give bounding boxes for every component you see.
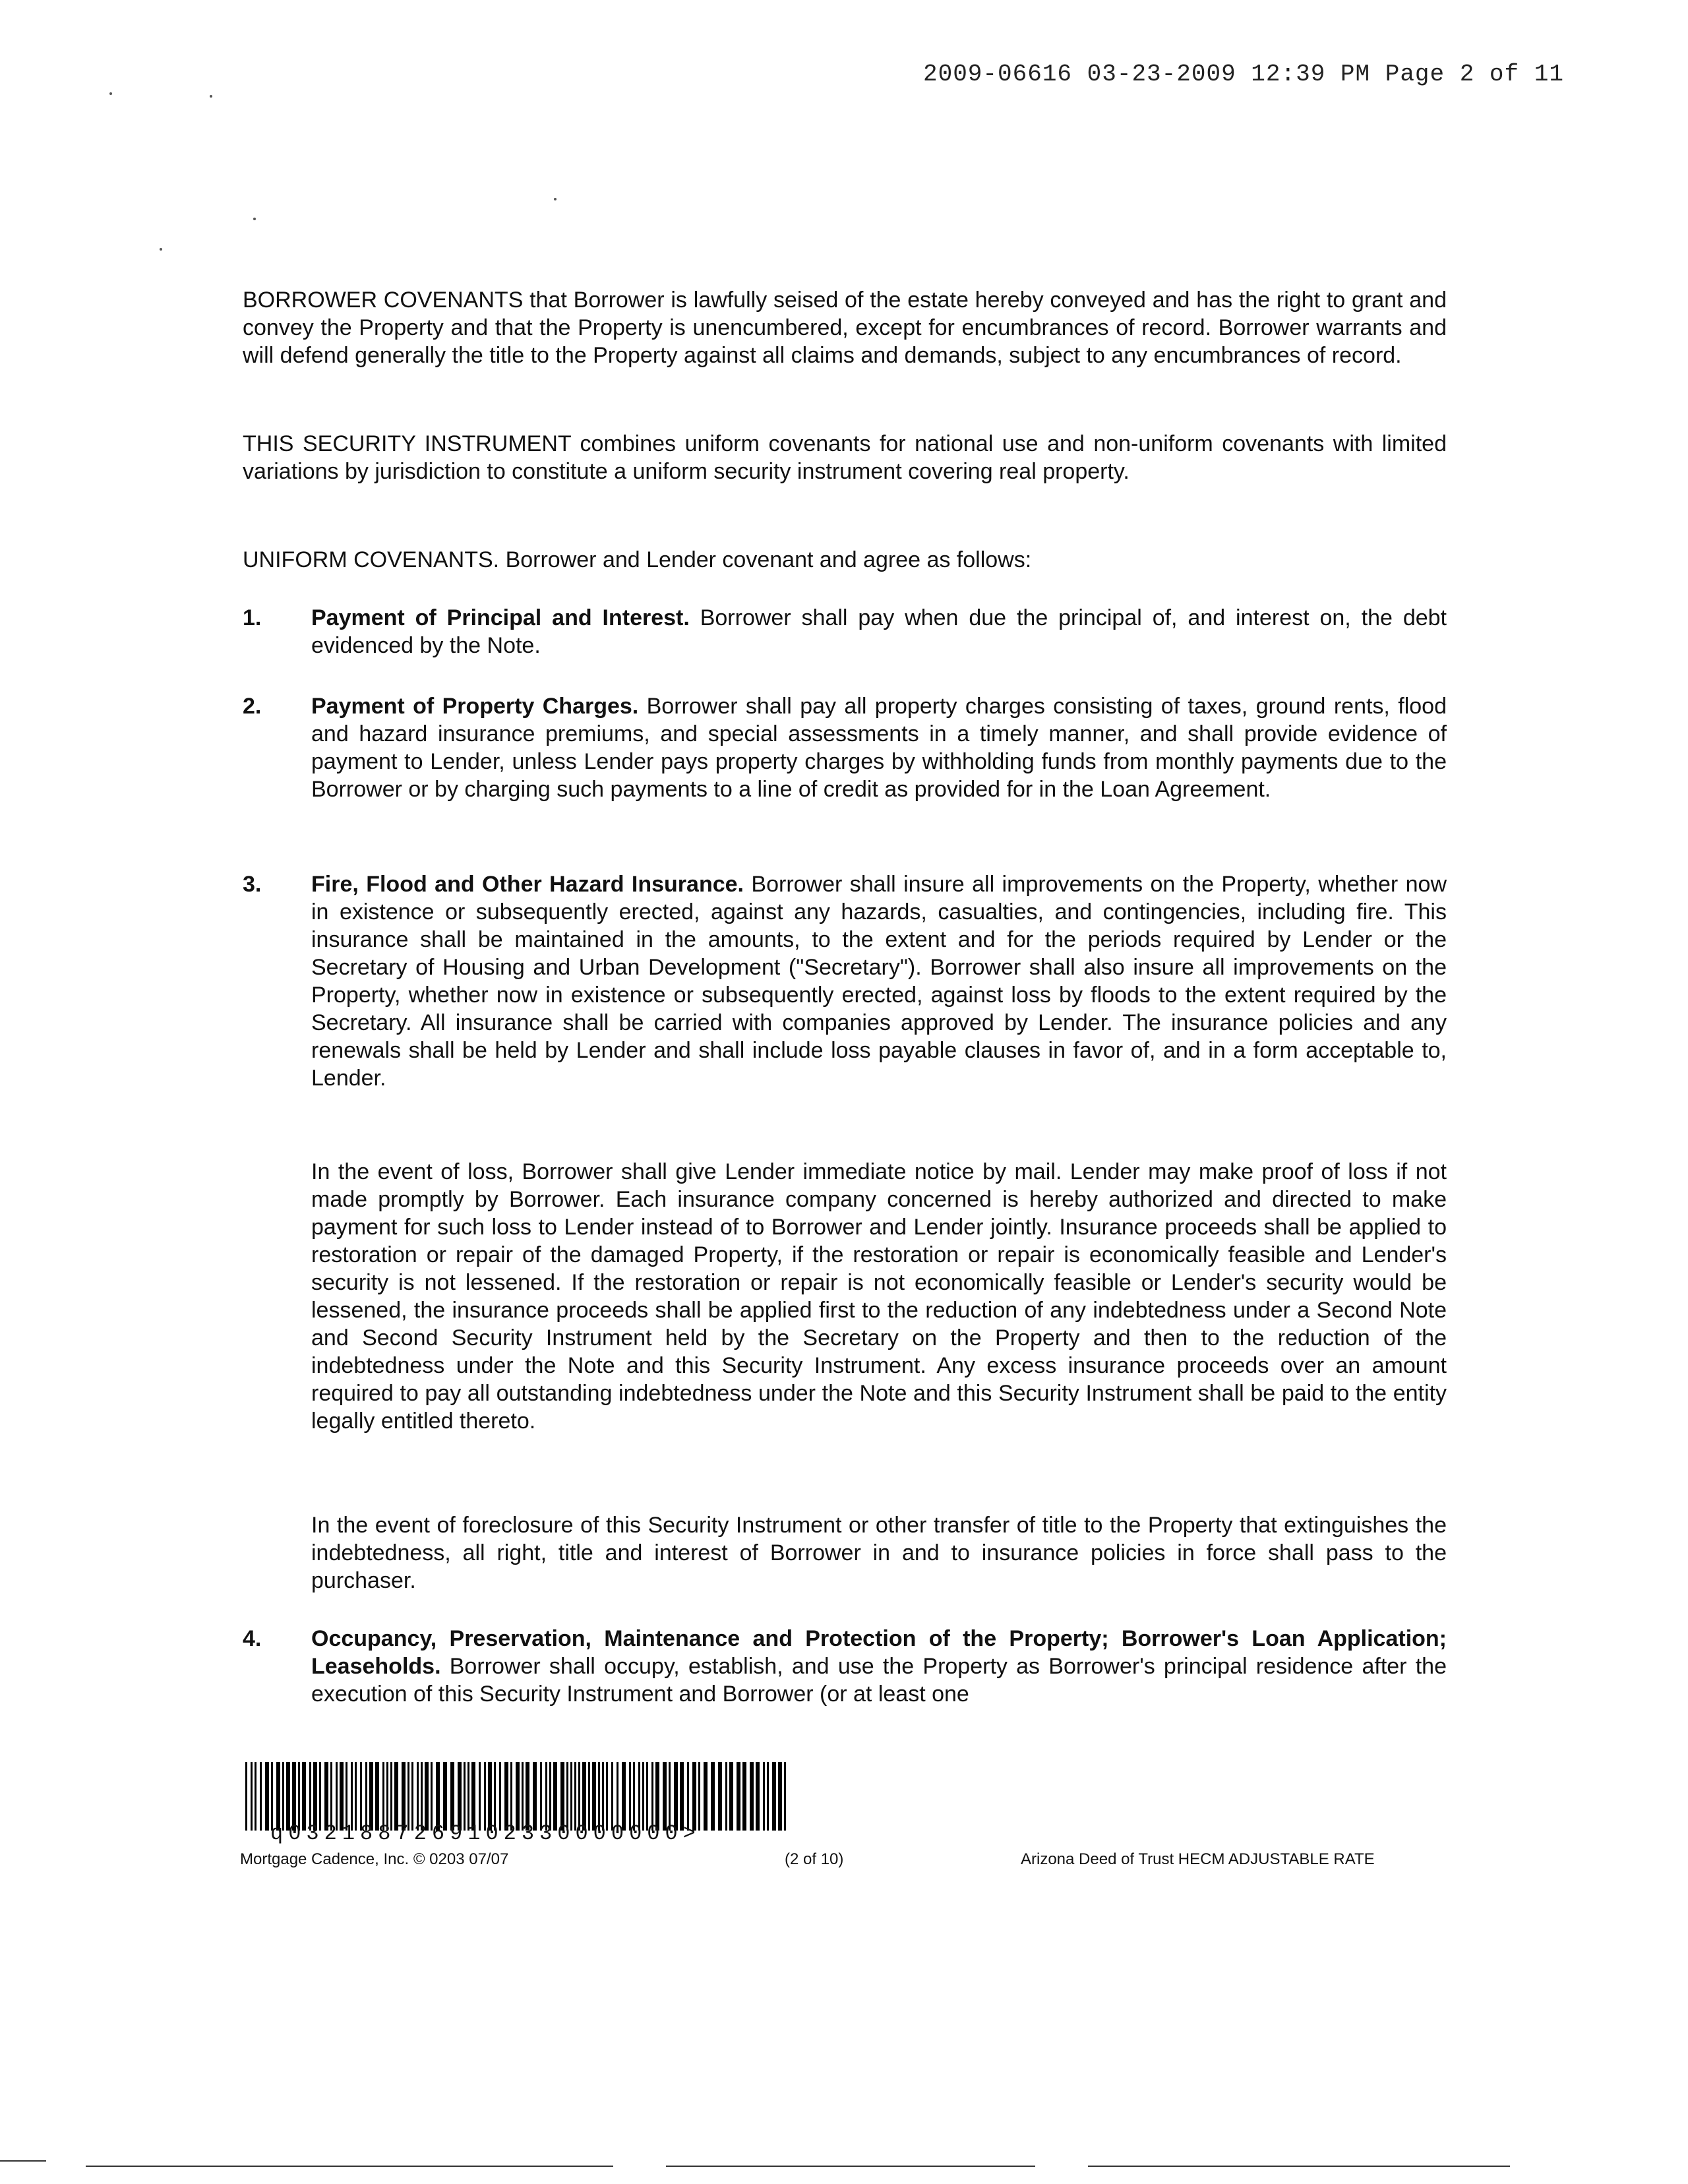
barcode-bar: [464, 1762, 466, 1831]
barcode-bar: [617, 1762, 618, 1831]
footer-form-title: Arizona Deed of Trust HECM ADJUSTABLE RATE: [1021, 1850, 1375, 1868]
barcode-bar: [629, 1762, 631, 1831]
paragraph-text: UNIFORM COVENANTS. Borrower and Lender covenant and agree as follows:: [243, 547, 1032, 572]
barcode-bar: [330, 1762, 332, 1831]
barcode-bar: [582, 1762, 586, 1831]
barcode-bar: [394, 1762, 398, 1831]
paragraph-text: THIS SECURITY INSTRUMENT combines uniform covenants for national use and non-uniform covenants with limited variations by jurisdiction to constitute a uniform security instrument covering real property.: [243, 431, 1447, 484]
borrower-covenants-paragraph: [243, 286, 1447, 369]
barcode-bar: [510, 1762, 512, 1831]
barcode-bar: [756, 1762, 760, 1831]
barcode-bar: [484, 1762, 486, 1831]
barcode-bar: [375, 1762, 379, 1831]
barcode-bar: [750, 1762, 754, 1831]
covenant-item-4: [243, 1625, 1447, 1708]
barcode-bar: [674, 1762, 678, 1831]
barcode-bar: [663, 1762, 667, 1831]
barcode-bar: [592, 1762, 596, 1831]
scan-edge-line: [666, 2166, 1035, 2167]
barcode-bar: [687, 1762, 689, 1831]
barcode-bar: [390, 1762, 392, 1831]
barcode-bar: [772, 1762, 776, 1831]
barcode-bar: [737, 1762, 740, 1831]
barcode-bar: [526, 1762, 529, 1831]
barcode-bar: [638, 1762, 640, 1831]
barcode-bar: [467, 1762, 469, 1831]
barcode-bar: [611, 1762, 613, 1831]
barcode-bar: [443, 1762, 447, 1831]
barcode-bar: [471, 1762, 475, 1831]
scan-edge-line: [86, 2166, 613, 2167]
barcode-bar: [704, 1762, 708, 1831]
barcode-bar: [578, 1762, 580, 1831]
barcode-bar: [360, 1762, 362, 1831]
barcode-bar: [669, 1762, 671, 1831]
barcode-bar: [260, 1762, 262, 1831]
barcode-bar: [725, 1762, 727, 1831]
barcode-bar: [355, 1762, 357, 1831]
barcode-bar: [633, 1762, 635, 1831]
barcode-bar: [417, 1762, 419, 1831]
scan-speck: [109, 92, 112, 95]
item-number: 3.: [243, 872, 262, 897]
item-number: 4.: [243, 1626, 262, 1651]
barcode-bar: [292, 1762, 296, 1831]
barcode-bar: [276, 1762, 280, 1831]
barcode-bar: [602, 1762, 604, 1831]
barcode-bar: [566, 1762, 568, 1831]
barcode-bar: [729, 1762, 733, 1831]
paragraph-text: BORROWER COVENANTS that Borrower is lawfully seised of the estate hereby conveyed and has the right to grant and convey the Property and that the Property is unencumbered, except for encumbrances of record. Borrower warrants and will defend generally the title to the Property against all claims and demands, subject to any encumbrances of record.: [243, 288, 1447, 368]
barcode-bar: [698, 1762, 700, 1831]
footer-copyright: Mortgage Cadence, Inc. © 0203 07/07: [240, 1850, 509, 1868]
covenant-item-3-loss-paragraph: [243, 1158, 1447, 1435]
barcode-bar: [336, 1762, 338, 1831]
barcode-bar: [309, 1762, 311, 1831]
barcode-bar: [402, 1762, 406, 1831]
item-number: 2.: [243, 694, 262, 719]
barcode-bar: [282, 1762, 284, 1831]
covenant-item-1: [243, 604, 1447, 659]
barcode-bar: [411, 1762, 413, 1831]
scan-edge-line: [1088, 2166, 1510, 2167]
fax-header: 2009-06616 03-23-2009 12:39 PM Page 2 of 11: [923, 61, 1564, 88]
scan-edge-line: [0, 2160, 46, 2162]
barcode: [245, 1762, 786, 1831]
barcode-bar: [549, 1762, 551, 1831]
barcode-bar: [488, 1762, 492, 1831]
item-heading: Fire, Flood and Other Hazard Insurance.: [311, 872, 744, 897]
barcode-bar: [458, 1762, 462, 1831]
barcode-bar: [606, 1762, 608, 1831]
barcode-bar: [407, 1762, 409, 1831]
barcode-bar: [655, 1762, 659, 1831]
barcode-bar: [286, 1762, 290, 1831]
barcode-bar: [651, 1762, 653, 1831]
covenant-item-3-foreclosure-paragraph: [243, 1511, 1447, 1594]
item-heading: Payment of Principal and Interest.: [311, 605, 690, 630]
barcode-bar: [767, 1762, 769, 1831]
barcode-bar: [245, 1762, 247, 1831]
barcode-bar: [778, 1762, 782, 1831]
barcode-bar: [436, 1762, 440, 1831]
barcode-bar: [298, 1762, 300, 1831]
barcode-bar: [763, 1762, 765, 1831]
barcode-bar: [718, 1762, 722, 1831]
item-text: Borrower shall pay when due the principal of, and interest on, the debt evidenced by the Note.: [311, 605, 1447, 658]
covenant-item-2: [243, 692, 1447, 803]
item-number: 1.: [243, 605, 262, 630]
barcode-bar: [540, 1762, 542, 1831]
barcode-bar: [421, 1762, 423, 1831]
uniform-covenants-paragraph: [243, 546, 1447, 574]
item-content: [311, 692, 1447, 803]
barcode-bar: [251, 1762, 253, 1831]
barcode-bar: [560, 1762, 564, 1831]
scan-speck: [210, 95, 212, 98]
barcode-bar: [588, 1762, 590, 1831]
barcode-bar: [570, 1762, 572, 1831]
barcode-bar: [265, 1762, 269, 1831]
barcode-bar: [533, 1762, 537, 1831]
barcode-digits: q0321887269102330000000>: [270, 1821, 701, 1846]
barcode-bar: [313, 1762, 317, 1831]
barcode-bar: [351, 1762, 353, 1831]
barcode-bar: [479, 1762, 481, 1831]
barcode-bar: [255, 1762, 256, 1831]
item-content: [311, 870, 1447, 1092]
barcode-bar: [711, 1762, 715, 1831]
footer-page-count: (2 of 10): [785, 1850, 844, 1868]
barcode-bar: [522, 1762, 524, 1831]
barcode-bar: [692, 1762, 696, 1831]
item-subparagraph: In the event of foreclosure of this Security Instrument or other transfer of title to the Property that extinguishes the indebtedness, all right, title and interest of Borrower in and to insurance policies in force shall pass to the purchaser.: [311, 1513, 1447, 1593]
barcode-bar: [516, 1762, 520, 1831]
scan-speck: [160, 248, 162, 251]
security-instrument-paragraph: [243, 430, 1447, 485]
barcode-bar: [553, 1762, 557, 1831]
barcode-bar: [545, 1762, 547, 1831]
barcode-bar: [340, 1762, 344, 1831]
covenant-item-3: [243, 870, 1447, 1092]
scan-speck: [253, 218, 256, 220]
barcode-bar: [504, 1762, 508, 1831]
item-subparagraph: In the event of loss, Borrower shall give Lender immediate notice by mail. Lender may make proof of loss if not made promptly by Borrower. Each insurance company concerned is hereby authorized and directed to make payment for such loss to Lender instead of to Borrower and Lender jointly. Insurance proceeds shall be applied to restoration or repair of the damaged Property, if the restoration or repair is economically feasible and Lender's security is not lessened. If the restoration or repair is not economically feasible or Lender's security would be lessened, the insurance proceeds shall be applied first to the reduction of any indebtedness under a Second Note and Second Security Instrument held by the Secretary on the Property and then to the reduction of the indebtedness under the Note and this Security Instrument. Any excess insurance proceeds over an amount required to pay all outstanding indebtedness under the Note and this Security Instrument shall be paid to the entity legally entitled thereto.: [311, 1159, 1447, 1434]
barcode-bar: [574, 1762, 576, 1831]
barcode-bar: [598, 1762, 600, 1831]
barcode-bar: [494, 1762, 496, 1831]
item-text: Borrower shall insure all improvements on the Property, whether now in existence or subsequently erected, against any hazards, casualties, and contingencies, including fire. This insurance shall be maintained in the amounts, to the extent and for the periods required by Lender or the Secretary of Housing and Urban Development ("Secretary"). Borrower shall also insure all improvements on the Property, whether now in existence or subsequently erected, against loss by floods to the extent required by the Secretary. All insurance shall be carried with companies approved by Lender. The insurance policies and any renewals shall be held by Lender and shall include loss payable clauses in favor of, and in a form acceptable to, Lender.: [311, 872, 1447, 1091]
barcode-bar: [382, 1762, 384, 1831]
barcode-bar: [499, 1762, 501, 1831]
item-heading: Payment of Property Charges.: [311, 694, 639, 719]
barcode-bar: [346, 1762, 347, 1831]
barcode-bar: [425, 1762, 429, 1831]
barcode-bar: [365, 1762, 367, 1831]
barcode-bar: [680, 1762, 684, 1831]
item-text: Borrower shall occupy, establish, and use the Property as Borrower's principal residence after the execution of this Security Instrument and Borrower (or at least one: [311, 1654, 1447, 1707]
barcode-bar: [386, 1762, 388, 1831]
barcode-bar: [302, 1762, 306, 1831]
barcode-bar: [450, 1762, 454, 1831]
barcode-bar: [742, 1762, 746, 1831]
item-content: [311, 1625, 1447, 1708]
barcode-bar: [642, 1762, 644, 1831]
barcode-bar: [324, 1762, 328, 1831]
item-heading: Occupancy, Preservation, Maintenance and Protection of the Property; Borrower's Loan Application; Leaseholds.: [311, 1626, 1447, 1679]
barcode-bar: [271, 1762, 273, 1831]
barcode-bar: [369, 1762, 373, 1831]
barcode-bar: [622, 1762, 626, 1831]
item-content: [311, 604, 1447, 659]
item-text: Borrower shall pay all property charges consisting of taxes, ground rents, flood and hazard insurance premiums, and special assessments in a timely manner, and shall provide evidence of payment to Lender, unless Lender pays property charges by withholding funds from monthly payments due to the Borrower or by charging such payments to a line of credit as provided for in the Loan Agreement.: [311, 694, 1447, 802]
barcode-bar: [431, 1762, 433, 1831]
barcode-bar: [784, 1762, 786, 1831]
barcode-bar: [319, 1762, 321, 1831]
scan-speck: [554, 198, 557, 200]
barcode-bar: [646, 1762, 648, 1831]
